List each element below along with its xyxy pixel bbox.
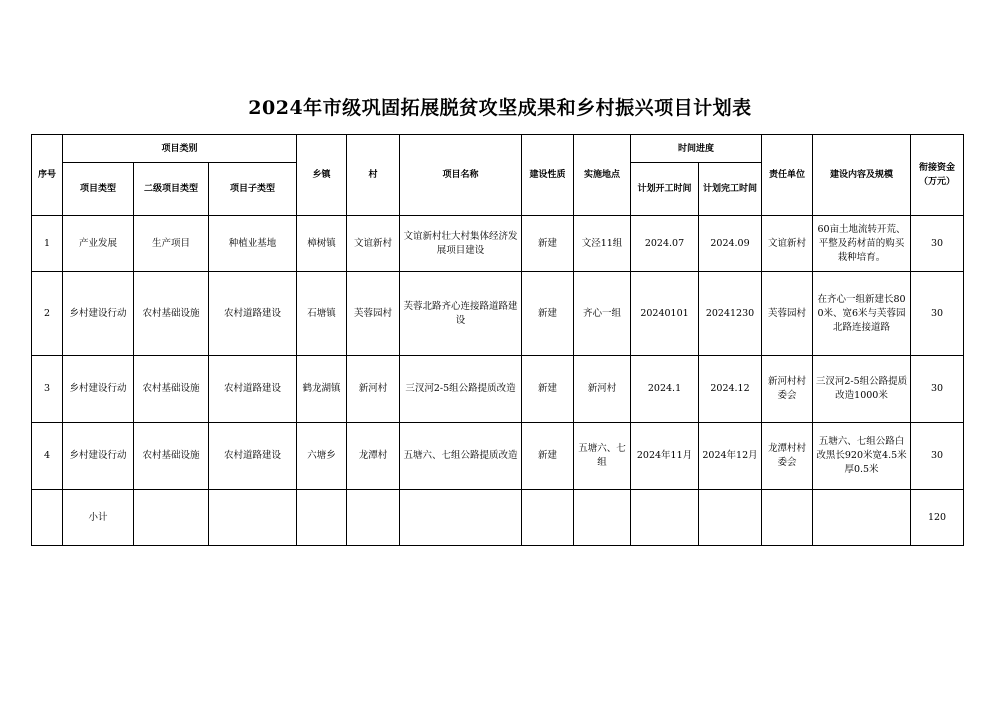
cell-sub-type: 农村道路建设 bbox=[209, 423, 297, 490]
header-project-name: 项目名称 bbox=[400, 135, 522, 216]
cell-project-name: 五塘六、七组公路提质改造 bbox=[400, 423, 522, 490]
cell-village: 龙潭村 bbox=[347, 423, 400, 490]
cell-township: 鹤龙湖镇 bbox=[297, 356, 347, 423]
table-row bbox=[32, 272, 964, 356]
header-seq: 序号 bbox=[32, 135, 63, 216]
cell-empty bbox=[762, 490, 813, 546]
header-sub-type: 项目子类型 bbox=[209, 163, 297, 216]
cell-end: 2024.12 bbox=[699, 356, 762, 423]
page-title: 2024年市级巩固拓展脱贫攻坚成果和乡村振兴项目计划表 bbox=[248, 97, 752, 119]
cell-owner: 龙潭村村委会 bbox=[762, 423, 813, 490]
cell-level2-type: 农村基础设施 bbox=[134, 423, 209, 490]
cell-location: 齐心一组 bbox=[574, 272, 631, 356]
cell-funds: 30 bbox=[911, 356, 964, 423]
header-level2-type: 二级项目类型 bbox=[134, 163, 209, 216]
cell-nature: 新建 bbox=[522, 272, 574, 356]
header-content: 建设内容及规模 bbox=[813, 135, 911, 216]
cell-content: 三汊河2-5组公路提质改造1000米 bbox=[813, 356, 911, 423]
cell-empty bbox=[813, 490, 911, 546]
cell-location: 五塘六、七组 bbox=[574, 423, 631, 490]
cell-township: 石塘镇 bbox=[297, 272, 347, 356]
cell-village: 文谊新村 bbox=[347, 216, 400, 272]
header-location: 实施地点 bbox=[574, 135, 631, 216]
cell-start: 2024.1 bbox=[631, 356, 699, 423]
cell-empty bbox=[400, 490, 522, 546]
cell-owner: 芙蓉园村 bbox=[762, 272, 813, 356]
header-township: 乡镇 bbox=[297, 135, 347, 216]
header-row-1 bbox=[32, 135, 964, 163]
cell-project-type: 乡村建设行动 bbox=[63, 272, 134, 356]
cell-project-type: 产业发展 bbox=[63, 216, 134, 272]
total-funds: 120 bbox=[911, 490, 964, 546]
header-category-group: 项目类别 bbox=[63, 135, 297, 163]
header-funds: 衔接资金（万元） bbox=[911, 135, 964, 216]
cell-empty bbox=[134, 490, 209, 546]
cell-end: 2024年12月 bbox=[699, 423, 762, 490]
cell-funds: 30 bbox=[911, 272, 964, 356]
cell-content: 在齐心一组新建长800米、宽6米与芙蓉园北路连接道路 bbox=[813, 272, 911, 356]
project-plan-table bbox=[31, 134, 964, 546]
header-schedule-group: 时间进度 bbox=[631, 135, 762, 163]
cell-project-name: 三汊河2-5组公路提质改造 bbox=[400, 356, 522, 423]
cell-township: 六塘乡 bbox=[297, 423, 347, 490]
cell-start: 20240101 bbox=[631, 272, 699, 356]
cell-village: 新河村 bbox=[347, 356, 400, 423]
total-row bbox=[32, 490, 964, 546]
header-end: 计划完工时间 bbox=[699, 163, 762, 216]
cell-start: 2024.07 bbox=[631, 216, 699, 272]
cell-seq: 2 bbox=[32, 272, 63, 356]
cell-end: 20241230 bbox=[699, 272, 762, 356]
table-row bbox=[32, 423, 964, 490]
cell-sub-type: 农村道路建设 bbox=[209, 356, 297, 423]
cell-level2-type: 生产项目 bbox=[134, 216, 209, 272]
cell-empty bbox=[347, 490, 400, 546]
cell-start: 2024年11月 bbox=[631, 423, 699, 490]
cell-empty bbox=[699, 490, 762, 546]
cell-location: 新河村 bbox=[574, 356, 631, 423]
cell-project-type: 乡村建设行动 bbox=[63, 423, 134, 490]
cell-nature: 新建 bbox=[522, 356, 574, 423]
total-label: 小计 bbox=[63, 490, 134, 546]
cell-village: 芙蓉园村 bbox=[347, 272, 400, 356]
cell-funds: 30 bbox=[911, 423, 964, 490]
cell-empty bbox=[32, 490, 63, 546]
cell-township: 樟树镇 bbox=[297, 216, 347, 272]
header-nature: 建设性质 bbox=[522, 135, 574, 216]
cell-empty bbox=[522, 490, 574, 546]
cell-empty bbox=[574, 490, 631, 546]
cell-seq: 3 bbox=[32, 356, 63, 423]
header-village: 村 bbox=[347, 135, 400, 216]
cell-content: 五塘六、七组公路白改黑长920米宽4.5米厚0.5米 bbox=[813, 423, 911, 490]
cell-owner: 文谊新村 bbox=[762, 216, 813, 272]
cell-project-name: 文谊新村壮大村集体经济发展项目建设 bbox=[400, 216, 522, 272]
cell-level2-type: 农村基础设施 bbox=[134, 272, 209, 356]
cell-funds: 30 bbox=[911, 216, 964, 272]
cell-location: 文泾11组 bbox=[574, 216, 631, 272]
cell-sub-type: 农村道路建设 bbox=[209, 272, 297, 356]
cell-project-name: 芙蓉北路齐心连接路道路建设 bbox=[400, 272, 522, 356]
cell-project-type: 乡村建设行动 bbox=[63, 356, 134, 423]
cell-end: 2024.09 bbox=[699, 216, 762, 272]
cell-empty bbox=[297, 490, 347, 546]
cell-sub-type: 种植业基地 bbox=[209, 216, 297, 272]
header-start: 计划开工时间 bbox=[631, 163, 699, 216]
cell-level2-type: 农村基础设施 bbox=[134, 356, 209, 423]
cell-seq: 1 bbox=[32, 216, 63, 272]
cell-seq: 4 bbox=[32, 423, 63, 490]
cell-owner: 新河村村委会 bbox=[762, 356, 813, 423]
header-project-type: 项目类型 bbox=[63, 163, 134, 216]
header-owner: 责任单位 bbox=[762, 135, 813, 216]
table-row bbox=[32, 356, 964, 423]
cell-nature: 新建 bbox=[522, 216, 574, 272]
cell-empty bbox=[209, 490, 297, 546]
cell-empty bbox=[631, 490, 699, 546]
cell-content: 60亩土地流转开荒、平整及药材苗的购买栽种培育。 bbox=[813, 216, 911, 272]
table-row bbox=[32, 216, 964, 272]
cell-nature: 新建 bbox=[522, 423, 574, 490]
